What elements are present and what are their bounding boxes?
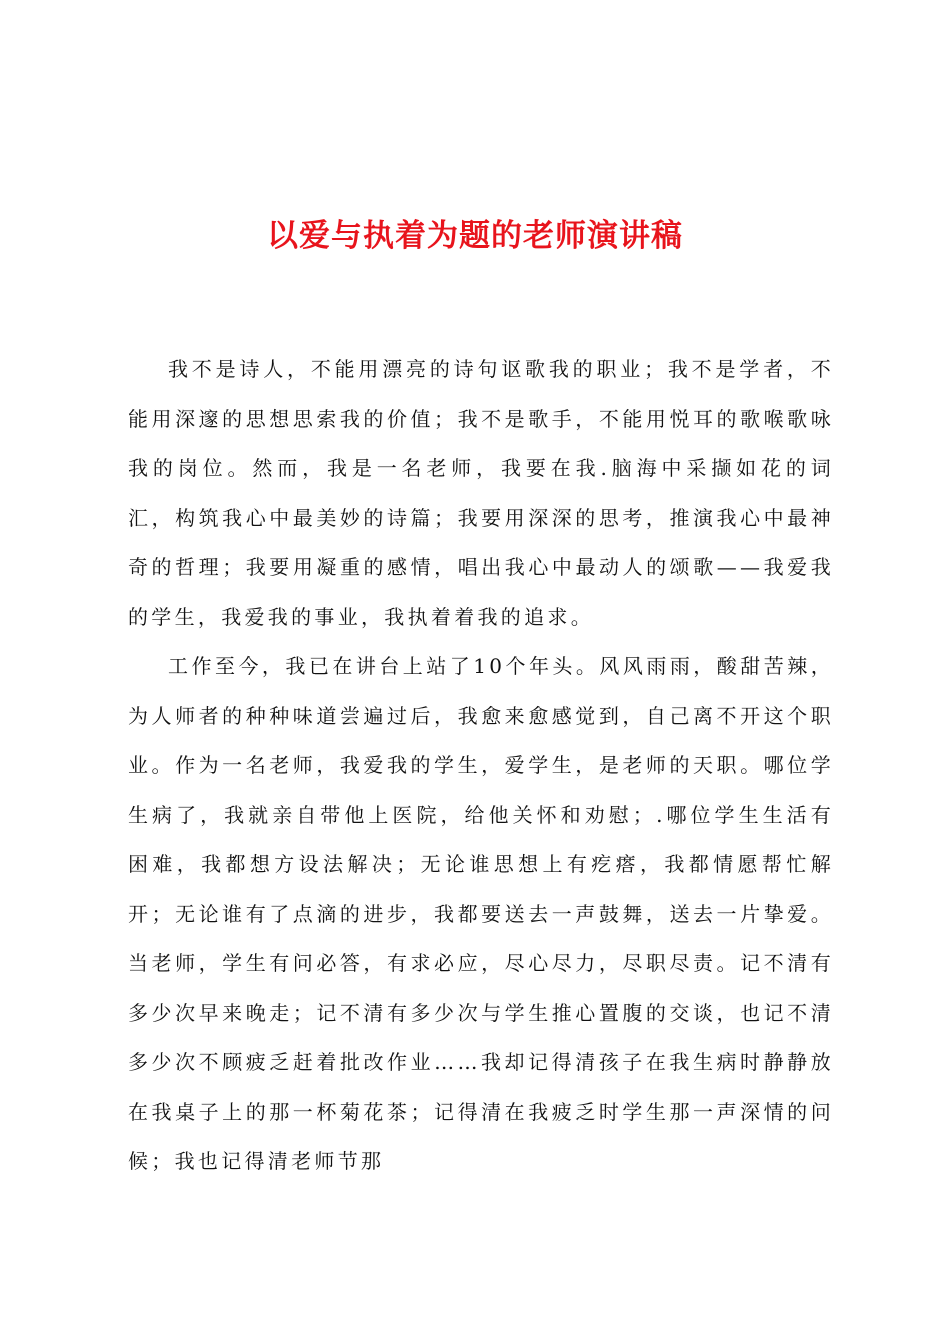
- paragraph-1: 我不是诗人，不能用漂亮的诗句讴歌我的职业；我不是学者，不能用深邃的思想思索我的价值；我不是歌手，不能用悦耳的歌喉歌咏我的岗位。然而，我是一名老师，我要在我.脑海中采撷如花的词汇，构筑我心中最美妙的诗篇；我要用深深的思考，推演我心中最神奇的哲理；我要用凝重的感情，唱出我心中最动人的颂歌——我爱我的学生，我爱我的事业，我执着着我的追求。: [128, 357, 834, 629]
- paragraph-2: 工作至今，我已在讲台上站了10个年头。风风雨雨，酸甜苦辣，为人师者的种种味道尝遍过后，我愈来愈感觉到，自己离不开这个职业。作为一名老师，我爱我的学生，爱学生，是老师的天职。哪位学生病了，我就亲自带他上医院，给他关怀和劝慰；.哪位学生生活有困难，我都想方设法解决；无论谁思想上有疙瘩，我都情愿帮忙解开；无论谁有了点滴的进步，我都要送去一声鼓舞，送去一片挚爱。当老师，学生有问必答，有求必应，尽心尽力，尽职尽责。记不清有多少次早来晚走；记不清有多少次与学生推心置腹的交谈，也记不清多少次不顾疲乏赶着批改作业……我却记得清孩子在我生病时静静放在我桌子上的那一杯菊花茶；记得清在我疲乏时学生那一声深情的问候；我也记得清老师节那: [128, 654, 834, 1173]
- document-title: 以爱与执着为题的老师演讲稿: [267, 218, 683, 254]
- document-body: [128, 345, 834, 1187]
